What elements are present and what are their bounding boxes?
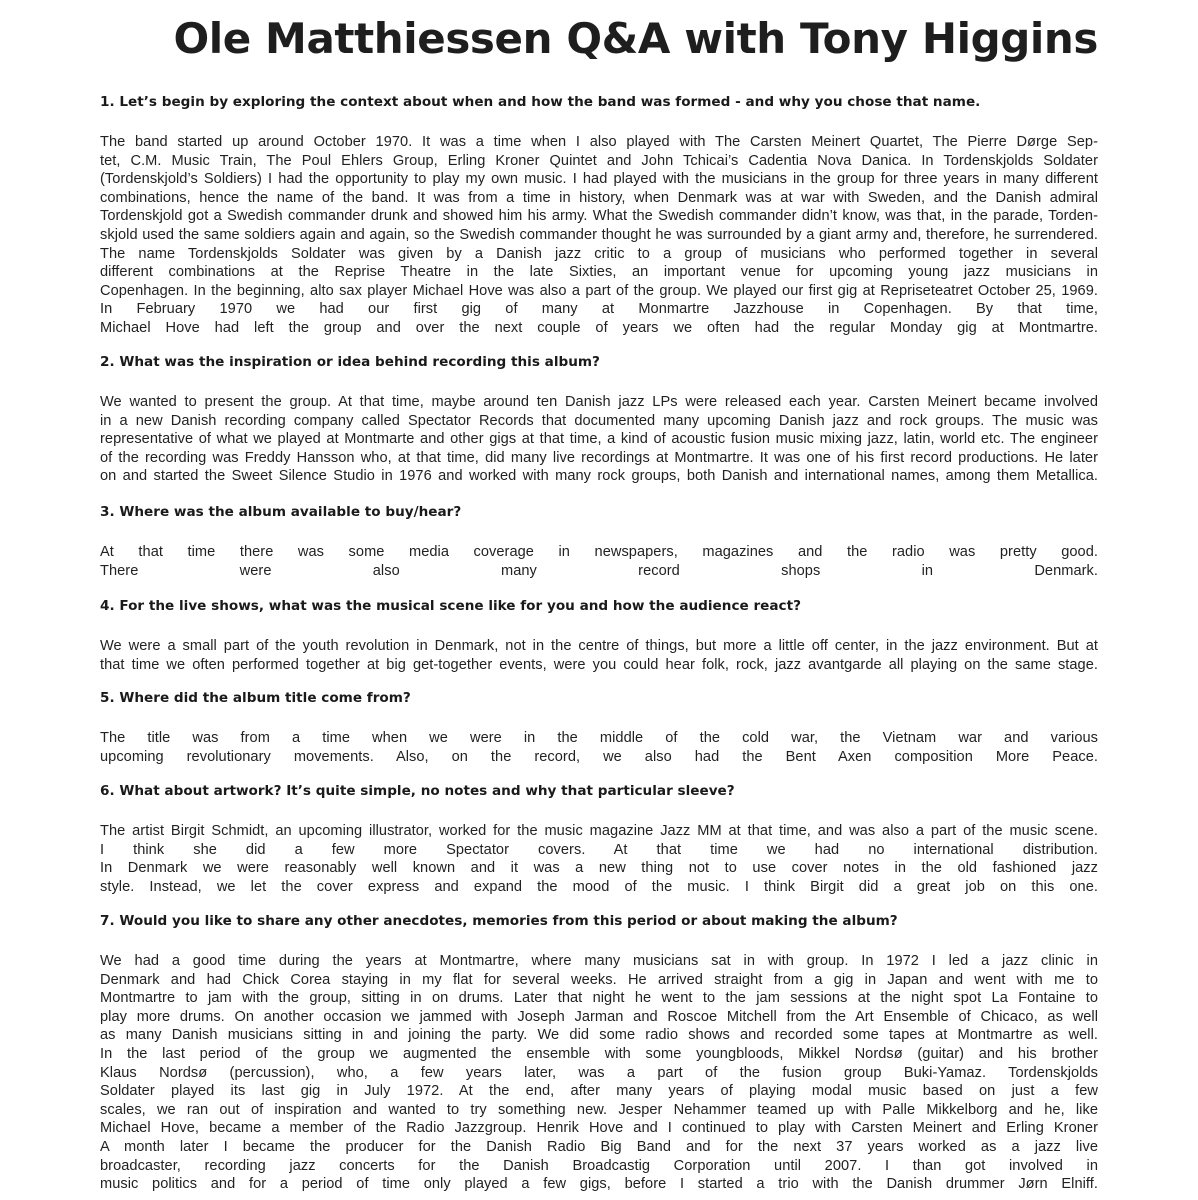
answer-line: tet, C.M. Music Train, The Poul Ehlers Group, Erling Kroner Quintet and John Tchicai’s Cadentia Nova Danica. In Tordenskjolds Soldater [100, 152, 1098, 169]
answer-paragraph [100, 393, 1098, 486]
answer-line: in a new Danish recording company called Spectator Records that documented many upcoming Danish jazz and rock groups. The music was [100, 412, 1098, 429]
answer-line: style. Instead, we let the cover express and expand the mood of the music. I think Birgit did a great job on this one. [100, 878, 1098, 895]
answer-line: Michael Hove, became a member of the Radio Jazzgroup. Henrik Hove and I continued to play with Carsten Meinert and Erling Kroner [100, 1120, 1098, 1137]
answer-line: play more drums. On another occasion we jammed with Joseph Jarman and Roscoe Mitchell from the Art Ensemble of Chicaco, as well [100, 1008, 1098, 1025]
question-heading: 7. Would you like to share any other anecdotes, memories from this period or about making the album? [100, 913, 898, 929]
answer-line: (Tordenskjold’s Soldiers) I had the opportunity to play my own music. I had played with the musicians in the group for three years in many different [100, 171, 1098, 188]
answer-line: There were also many record shops in Denmark. [100, 562, 1098, 579]
page-title: Ole Matthiessen Q&A with Tony Higgins [173, 14, 1098, 63]
qa-block [100, 782, 1098, 896]
answer-line: The title was from a time when we were in the middle of the cold war, the Vietnam war and various [100, 730, 1098, 746]
answer-line: At that time there was some media coverage in newspapers, magazines and the radio was pretty good. [100, 544, 1098, 560]
answer-line: In February 1970 we had our first gig of many at Monmartre Jazzhouse in Copenhagen. By that time, [100, 301, 1098, 318]
answer-line: that time we often performed together at big get-together events, were you could hear folk, rock, jazz avantgarde all playing on the same stage. [100, 656, 1098, 673]
answer-line: skjold used the same soldiers again and again, so the Swedish commander thought he was surrounded by a giant army and, therefore, he surrendered. [100, 226, 1098, 243]
question-heading: 3. Where was the album available to buy/hear? [100, 504, 462, 520]
answer-paragraph [100, 637, 1098, 674]
qa-block [100, 503, 1098, 580]
answer-line: We wanted to present the group. At that time, maybe around ten Danish jazz LPs were released each year. Carsten Meinert became involved [100, 394, 1098, 410]
answer-line: of the recording was Freddy Hansson who, at that time, did many live recordings at Montmartre. It was one of his first record productions. He later [100, 449, 1098, 466]
answer-line: Copenhagen. In the beginning, alto sax player Michael Hove was also a part of the group. We played our first gig at Repriseteatret October 25, 1969. [100, 282, 1098, 299]
answer-line: I think she did a few more Spectator covers. At that time we had no international distribution. [100, 841, 1098, 858]
answer-line: In the last period of the group we augmented the ensemble with some youngbloods, Mikkel Nordsø (guitar) and his brother [100, 1045, 1098, 1062]
qa-block [100, 93, 1098, 338]
qa-block [100, 912, 1098, 1194]
answer-line: music politics and for a period of time only played a few gigs, before I started a trio with the Danish drummer Jørn Elniff. [100, 1176, 1098, 1193]
answer-line: different combinations at the Reprise Theatre in the late Sixties, an important venue for upcoming young jazz musicians in [100, 264, 1098, 281]
answer-paragraph [100, 952, 1098, 1194]
answer-line: on and started the Sweet Silence Studio in 1976 and worked with many rock groups, both Danish and international names, among them Metallica. [100, 468, 1098, 485]
answer-line: In Denmark we were reasonably well known and it was a new thing not to use cover notes in the old fashioned jazz [100, 860, 1098, 877]
answer-line: broadcaster, recording jazz concerts for the Danish Broadcastig Corporation until 2007. I than got involved in [100, 1157, 1098, 1174]
question-heading: 2. What was the inspiration or idea behind recording this album? [100, 354, 600, 370]
qa-block [100, 689, 1098, 766]
question-heading: 1. Let’s begin by exploring the context about when and how the band was formed - and why you chose that name. [100, 94, 981, 110]
answer-line: combinations, hence the name of the band. It was from a time in history, when Denmark was at war with Sweden, and the Danish admiral [100, 189, 1098, 206]
answer-line: Soldater played its last gig in July 1972. At the end, after many years of playing modal music based on just a few [100, 1083, 1098, 1100]
answer-line: We had a good time during the years at Montmartre, where many musicians sat in with group. In 1972 I led a jazz clinic in [100, 953, 1098, 969]
answer-line: A month later I became the producer for the Danish Radio Big Band and for the next 37 years worked as a jazz live [100, 1138, 1098, 1155]
answer-line: upcoming revolutionary movements. Also, on the record, we also had the Bent Axen composition More Peace. [100, 748, 1098, 765]
answer-line: The artist Birgit Schmidt, an upcoming illustrator, worked for the music magazine Jazz MM at that time, and was also a part of the music scene. [100, 823, 1098, 839]
answer-paragraph [100, 133, 1098, 338]
question-heading: 5. Where did the album title come from? [100, 690, 411, 706]
document-page [100, 0, 1098, 1193]
answer-line: We were a small part of the youth revolution in Denmark, not in the centre of things, but more a little off center, in the jazz environment. But at [100, 638, 1098, 654]
answer-line: Denmark and had Chick Corea staying in my flat for several weeks. He arrived straight from a gig in Japan and went with me to [100, 971, 1098, 988]
answer-line: scales, we ran out of inspiration and wanted to try something new. Jesper Nehammer teamed up with Palle Mikkelborg and he, like [100, 1101, 1098, 1118]
answer-line: Montmartre to jam with the group, sitting in on drums. Later that night he went to the jam sessions at the night spot La Fontaine to [100, 990, 1098, 1007]
answer-paragraph [100, 543, 1098, 580]
answer-line: Tordenskjold got a Swedish commander drunk and showed him his army. What the Swedish commander didn’t know, was that, in the parade, Torden- [100, 208, 1098, 225]
answer-line: The name Tordenskjolds Soldater was given by a Danish jazz critic to a group of musicians who performed together in several [100, 245, 1098, 262]
question-heading: 6. What about artwork? It’s quite simple, no notes and why that particular sleeve? [100, 783, 735, 799]
answer-line: Klaus Nordsø (percussion), who, a few years later, was a part of the fusion group Buki-Yamaz. Tordenskjolds [100, 1064, 1098, 1081]
answer-line: Michael Hove had left the group and over the next couple of years we often had the regular Monday gig at Montmartre. [100, 319, 1098, 336]
answer-line: The band started up around October 1970. It was a time when I also played with The Carsten Meinert Quartet, The Pierre Dørge Sep- [100, 134, 1098, 150]
question-heading: 4. For the live shows, what was the musical scene like for you and how the audience react? [100, 598, 802, 614]
answer-paragraph [100, 729, 1098, 766]
qa-block [100, 353, 1098, 486]
answer-line: as many Danish musicians sitting in and joining the party. We did some radio shows and recorded some tapes at Montmartre as well. [100, 1027, 1098, 1044]
answer-paragraph [100, 822, 1098, 896]
qa-block [100, 597, 1098, 674]
answer-line: representative of what we played at Montmarte and other gigs at that time, a kind of acoustic fusion music mixing jazz, latin, world etc. The engineer [100, 431, 1098, 448]
